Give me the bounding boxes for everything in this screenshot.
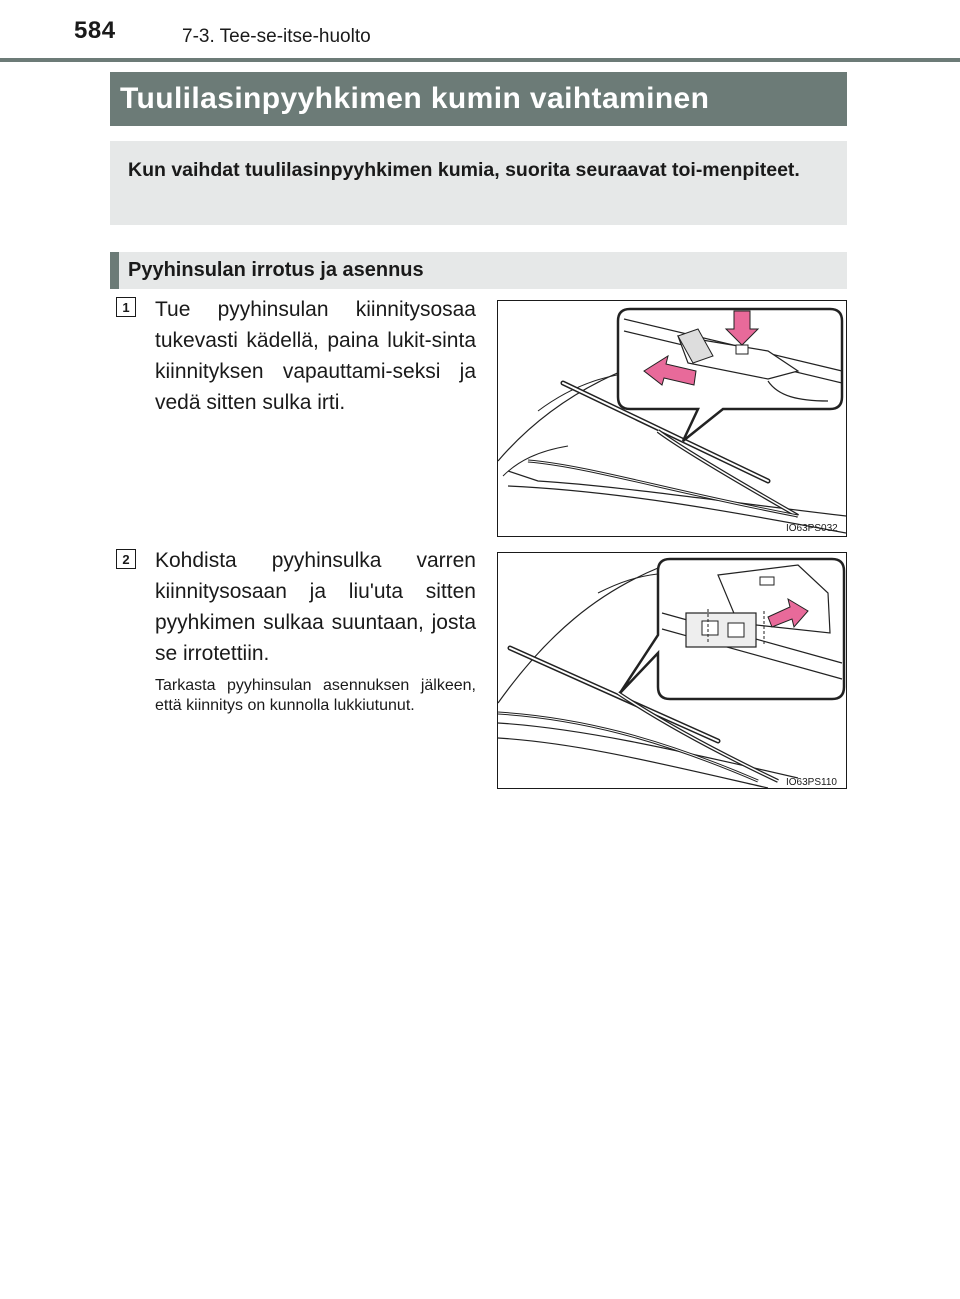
- section-label: 7-3. Tee-se-itse-huolto: [182, 26, 371, 47]
- wiper-removal-illustration: [498, 301, 846, 536]
- step-2-text: Kohdista pyyhinsulka varren kiinnitysosaan ja liu'uta sitten pyyhkimen sulkaa suuntaan, josta se irrotettiin.: [155, 549, 476, 665]
- subheading-text: Pyyhinsulan irrotus ja asennus: [128, 259, 424, 281]
- wiper-installation-illustration: [498, 553, 846, 788]
- page-number: 584: [74, 17, 116, 44]
- step-number-1: 1: [116, 297, 136, 317]
- step-1-text: Tue pyyhinsulan kiinnitysosaa tukevasti kädellä, paina lukit-sinta kiinnityksen vapauttami-seksi ja vedä sitten sulka irti.: [155, 298, 476, 414]
- step-number-2: 2: [116, 549, 136, 569]
- figure-blade-removal: [497, 300, 847, 537]
- page-title: Tuulilasinpyyhkimen kumin vaihtaminen: [110, 72, 847, 126]
- intro-text: Kun vaihdat tuulilasinpyyhkimen kumia, suorita seuraavat toi-menpiteet.: [128, 159, 800, 181]
- step-2-note: Tarkasta pyyhinsulan asennuksen jälkeen, että kiinnitys on kunnolla lukkiutunut.: [155, 677, 476, 714]
- subheading: [110, 252, 847, 289]
- header-rule: [0, 58, 960, 62]
- figure-2-code: IO63PS110: [786, 777, 837, 788]
- intro-box: [110, 141, 847, 225]
- figure-blade-installation: [497, 552, 847, 789]
- figure-1-code: IO63PS032: [786, 523, 838, 534]
